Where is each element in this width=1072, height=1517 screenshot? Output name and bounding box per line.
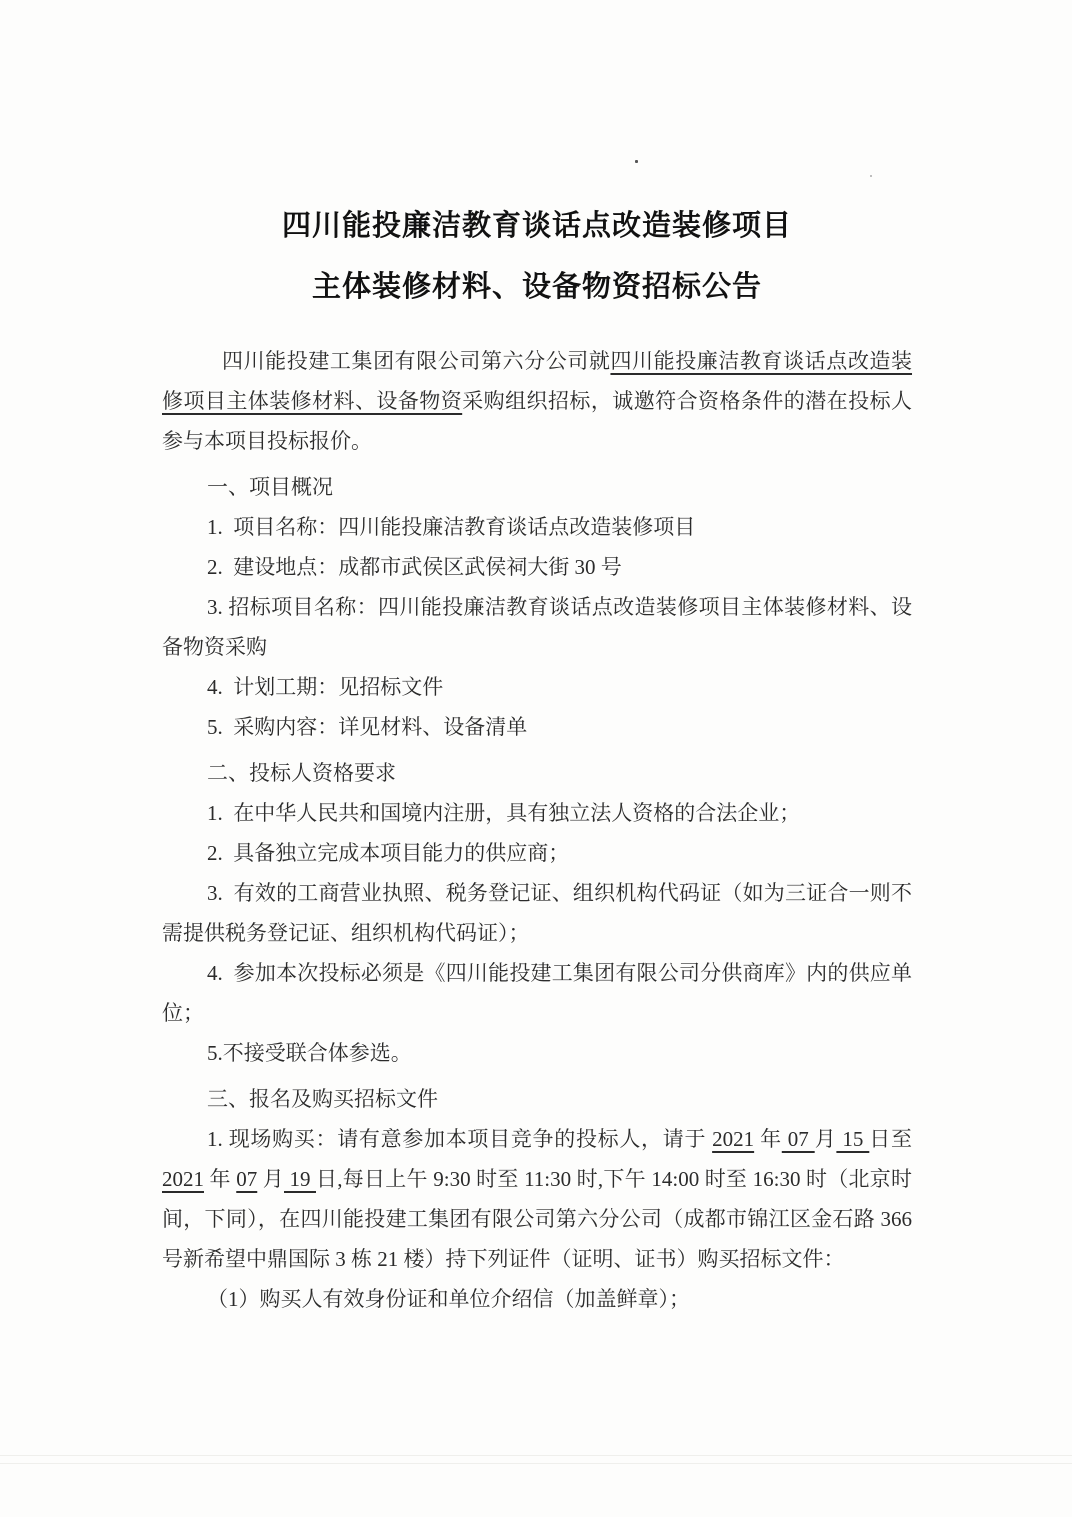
section2-item-1: 1. 在中华人民共和国境内注册，具有独立法人资格的合法企业； <box>207 801 801 825</box>
intro-text-underlined: 四川能投廉洁教育谈话点改造装修项目主体装修材料、设备物资 <box>162 349 913 413</box>
purchase-year-end: 2021 <box>162 1167 204 1191</box>
section1-heading: 一、项目概况 <box>207 475 333 499</box>
section1-item-4: 4. 计划工期：见招标文件 <box>207 675 444 699</box>
section3-purchase-paragraph <box>162 1119 912 1279</box>
purchase-seg-4: 月 <box>814 1127 837 1151</box>
section2-item-2: 2. 具备独立完成本项目能力的供应商； <box>207 841 570 865</box>
purchase-seg-6: 日至 <box>869 1127 912 1151</box>
purchase-year-start: 2021 <box>712 1127 755 1151</box>
intro-paragraph <box>162 341 912 461</box>
document-content <box>162 0 912 1319</box>
document-title-line2: 主体装修材料、设备物资招标公告 <box>311 271 762 303</box>
section1-item-1: 1. 项目名称：四川能投廉洁教育谈话点改造装修项目 <box>207 515 696 539</box>
section2-item-5: 5.不接受联合体参选。 <box>207 1041 412 1065</box>
purchase-seg-12: 日,每日上午 9:30 时至 11:30 时,下午 14:00 时至 16:30 时（北京时间，下同），在四川能投建工集团有限公司第六分公司（成都市锦江区金石路 366 号新希望中鼎国际 3 栋 21 楼）持下列证件（证明、证书）购买招标文件： <box>162 1167 913 1271</box>
purchase-day-start: 15 <box>836 1127 870 1151</box>
purchase-seg-2: 年 <box>754 1127 782 1151</box>
scan-artifact-line <box>0 1455 1072 1456</box>
purchase-seg-0: 1. 现场购买：请有意参加本项目竞争的投标人，请于 <box>207 1127 713 1151</box>
section2-heading: 二、投标人资格要求 <box>207 761 396 785</box>
section1-item-3: 3. 招标项目名称：四川能投廉洁教育谈话点改造装修项目主体装修材料、设备物资采购 <box>162 595 912 659</box>
purchase-seg-10: 月 <box>257 1167 284 1191</box>
purchase-month-end: 07 <box>236 1167 258 1191</box>
section1-item-5: 5. 采购内容：详见材料、设备清单 <box>207 715 528 739</box>
scan-artifact-line <box>0 1463 1072 1464</box>
intro-text-pre: 四川能投建工集团有限公司第六分公司就 <box>222 349 611 373</box>
purchase-seg-8: 年 <box>204 1167 237 1191</box>
document-title-line1: 四川能投廉洁教育谈话点改造装修项目 <box>281 210 792 242</box>
section2-item-3: 3. 有效的工商营业执照、税务登记证、组织机构代码证（如为三证合一则不需提供税务登记证、组织机构代码证）； <box>162 881 912 945</box>
section3-heading: 三、报名及购买招标文件 <box>207 1087 438 1111</box>
section3-subitem-1: （1）购买人有效身份证和单位介绍信（加盖鲜章）； <box>207 1287 690 1311</box>
section1-item-2: 2. 建设地点：成都市武侯区武侯祠大街 30 号 <box>207 555 622 579</box>
purchase-day-end: 19 <box>284 1167 316 1191</box>
intro-text-post: 采购组织招标，诚邀符合资格条件的潜在投标人参与本项目投标报价。 <box>162 389 913 453</box>
section2-item-4: 4. 参加本次投标必须是《四川能投建工集团有限公司分供商库》内的供应单位； <box>162 961 912 1025</box>
purchase-month-start: 07 <box>781 1127 815 1151</box>
